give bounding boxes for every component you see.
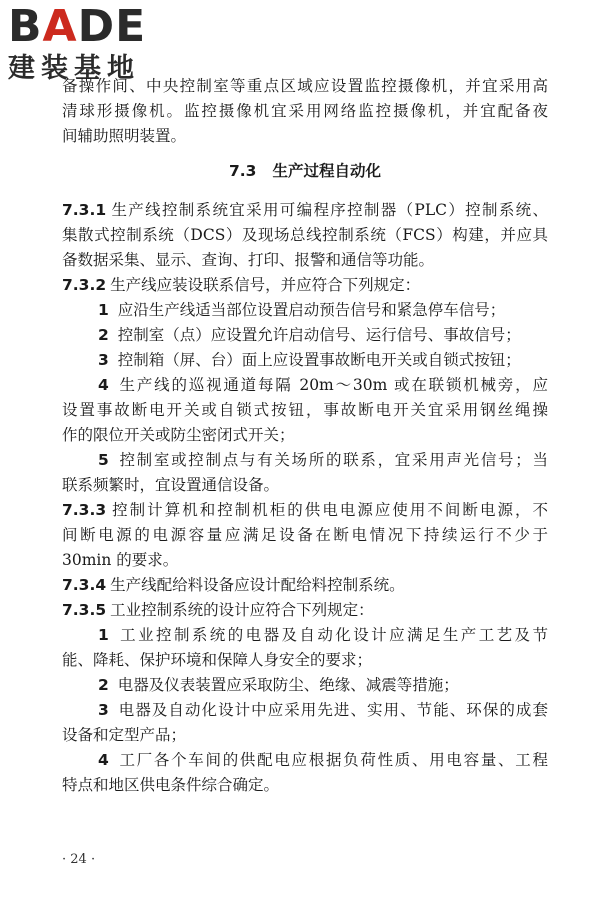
item-number: 2: [98, 676, 109, 694]
section-number: 7.3: [229, 162, 257, 180]
clause-number: 7.3.4: [62, 576, 107, 594]
list-item: 5 控制室或控制点与有关场所的联系，宜采用声光信号；当: [98, 451, 548, 469]
clause-line: 集散式控制系统（DCS）及现场总线控制系统（FCS）构建，并应具: [62, 226, 548, 244]
item-number: 5: [98, 451, 109, 469]
page-number: · 24 ·: [62, 852, 96, 867]
clause-line: 7.3.3 控制计算机和控制机柜的供电电源应使用不间断电源，不: [62, 501, 548, 519]
clause-line: 7.3.1 生产线控制系统宜采用可编程序控制器（PLC）控制系统、: [62, 201, 548, 219]
list-item: 4 工厂各个车间的供配电应根据负荷性质、用电容量、工程: [98, 751, 548, 769]
clause-line: 间断电源的电源容量应满足设备在断电情况下持续运行不少于: [62, 526, 548, 544]
list-item: 1 应沿生产线适当部位设置启动预告信号和紧急停车信号；: [98, 301, 506, 319]
clause-line: 7.3.2 生产线应装设联系信号，并应符合下列规定：: [62, 276, 421, 294]
clause-number: 7.3.1: [62, 201, 107, 219]
list-item: 1 工业控制系统的电器及自动化设计应满足生产工艺及节: [98, 626, 548, 644]
list-item: 3 控制箱（屏、台）面上应设置事故断电开关或自锁式按钮；: [98, 351, 521, 369]
list-item-continuation: 作的限位开关或防尘密闭式开关；: [62, 426, 295, 444]
item-number: 4: [98, 751, 109, 769]
clause-line: 7.3.5 工业控制系统的设计应符合下列规定：: [62, 601, 374, 619]
logo-brand: BADE: [8, 1, 147, 52]
logo-subtitle: 建装基地: [8, 53, 140, 84]
document-body: [62, 74, 548, 798]
item-number: 1: [98, 626, 109, 644]
clause-line: 7.3.4 生产线配给料设备应设计配给料控制系统。: [62, 576, 405, 594]
list-item-continuation: 能、降耗、保护环境和保障人身安全的要求；: [62, 651, 373, 669]
list-item-continuation: 设置事故断电开关或自锁式按钮，事故断电开关宜采用钢丝绳操: [62, 401, 548, 419]
list-item: 4 生产线的巡视通道每隔 20m～30m 或在联锁机械旁，应: [98, 376, 548, 394]
intro-line: 间辅助照明装置。: [62, 127, 187, 145]
item-number: 1: [98, 301, 109, 319]
intro-line: 备操作间、中央控制室等重点区域应设置监控摄像机，并宜采用高: [62, 77, 548, 95]
list-item: 2 电器及仪表装置应采取防尘、绝缘、减震等措施；: [98, 676, 459, 694]
list-item-continuation: 特点和地区供电条件综合确定。: [62, 776, 280, 794]
section-heading: [62, 159, 548, 184]
section-title: 生产过程自动化: [272, 162, 381, 180]
clause-number: 7.3.3: [62, 501, 107, 519]
item-number: 3: [98, 701, 109, 719]
list-item: 2 控制室（点）应设置允许启动信号、运行信号、事故信号；: [98, 326, 521, 344]
item-number: 4: [98, 376, 109, 394]
clause-number: 7.3.2: [62, 276, 107, 294]
clause-line: 备数据采集、显示、查询、打印、报警和通信等功能。: [62, 251, 435, 269]
item-number: 3: [98, 351, 109, 369]
list-item: 3 电器及自动化设计中应采用先进、实用、节能、环保的成套: [98, 701, 548, 719]
intro-line: 清球形摄像机。监控摄像机宜采用网络监控摄像机，并宜配备夜: [62, 102, 548, 120]
clause-line: 30min 的要求。: [62, 551, 179, 569]
item-number: 2: [98, 326, 109, 344]
list-item-continuation: 联系频繁时，宜设置通信设备。: [62, 476, 280, 494]
clause-number: 7.3.5: [62, 601, 107, 619]
list-item-continuation: 设备和定型产品；: [62, 726, 187, 744]
